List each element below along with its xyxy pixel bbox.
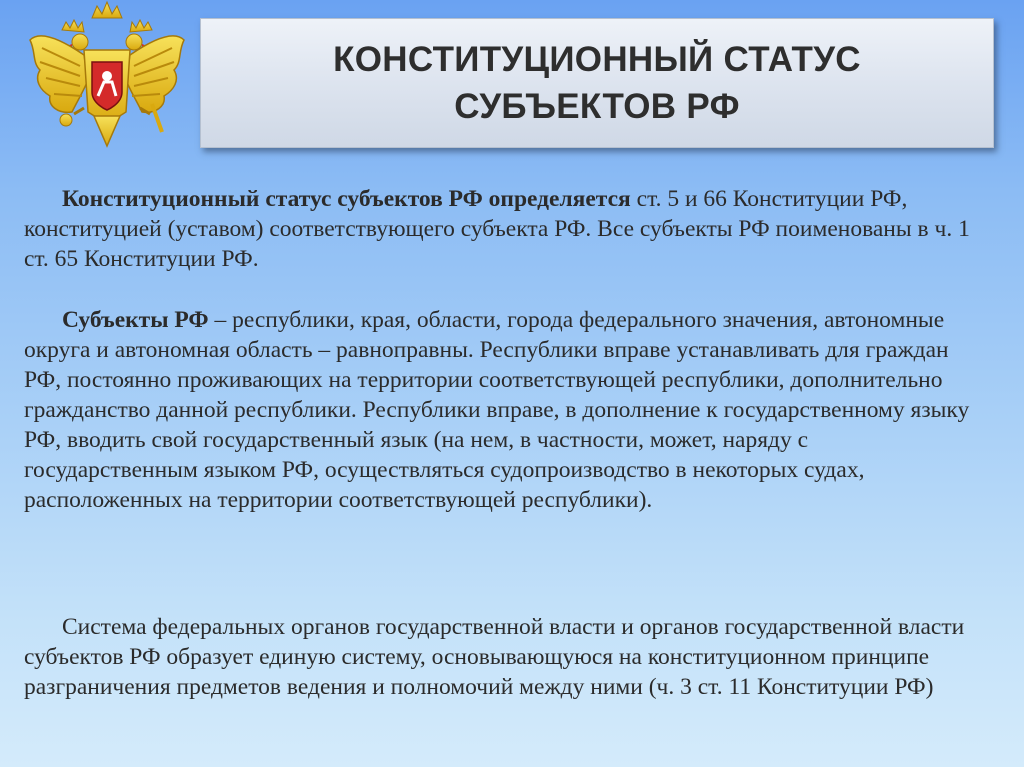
paragraph-constitutional-status [24, 184, 984, 274]
paragraph-2-text: – республики, края, области, города федерального значения, автономные округа и автономная область – равноправны. Республики вправе устанавливать для граждан РФ, постоянно проживающих на территории соответствующей республики, дополнительно гражданство данной республики. Республики вправе, в дополнение к государственному языку РФ, вводить свой государственный язык (на нем, в частности, может, наряду с государственным языком РФ, осуществляться судопроизводство в некоторых судах, расположенных на территории соответствующей республики). [24, 307, 970, 513]
paragraph-1-bold: Конституционный статус субъектов РФ определяется [62, 186, 631, 212]
coat-of-arms-icon [22, 0, 192, 152]
paragraph-3-text: Система федеральных органов государственной власти и органов государственной власти субъектов РФ образует единую систему, основывающуюся на конституционном принципе разграничения предметов ведения и полномочий между ними (ч. 3 ст. 11 Конституции РФ) [24, 614, 965, 700]
page-title [333, 36, 861, 130]
paragraph-2-bold: Субъекты РФ [62, 307, 209, 333]
paragraph-1-text: ст. 5 и 66 Конституции РФ, конституцией (уставом) соответствующего субъекта РФ. Все субъекты РФ поименованы в ч. 1 ст. 65 Конституции РФ. [24, 186, 970, 272]
paragraph-subjects [24, 305, 984, 515]
paragraph-federal-system [24, 612, 984, 702]
title-box [200, 18, 994, 148]
title-line-2: СУБЪЕКТОВ РФ [454, 87, 740, 126]
title-line-1: КОНСТИТУЦИОННЫЙ СТАТУС [333, 40, 861, 79]
